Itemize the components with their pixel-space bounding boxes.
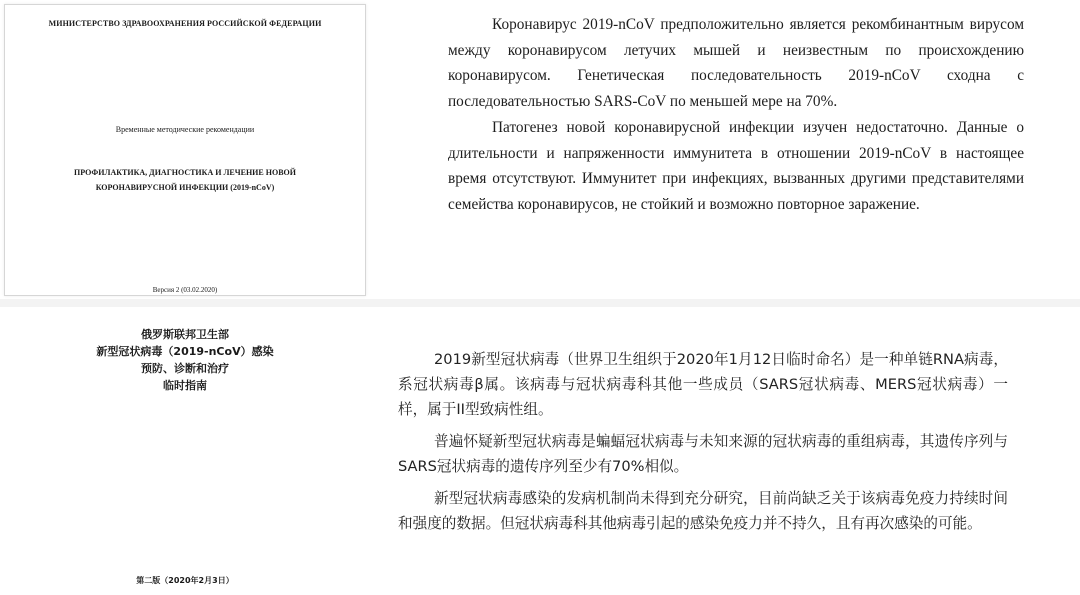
document-title-ru xyxy=(45,165,325,195)
document-title-ru-line1: ПРОФИЛАКТИКА, ДИАГНОСТИКА И ЛЕЧЕНИЕ НОВОЙ xyxy=(74,168,296,177)
guidelines-subtitle-ru: Временные методические рекомендации xyxy=(115,125,255,134)
title-zh-line3: 预防、诊断和治疗 xyxy=(141,362,229,375)
title-zh-line2: 新型冠状病毒（2019-nCoV）感染 xyxy=(96,345,274,358)
chinese-cover-page xyxy=(4,312,366,592)
document-title-zh xyxy=(44,326,326,394)
ministry-heading-ru: МИНИСТЕРСТВО ЗДРАВООХРАНЕНИЯ РОССИЙСКОЙ ФЕДЕРАЦИИ xyxy=(48,19,322,28)
paragraph-zh-1: 2019新型冠状病毒（世界卫生组织于2020年1月12日临时命名）是一种单链RNA病毒，系冠状病毒β属。该病毒与冠状病毒科其他一些成员（SARS冠状病毒、MERS冠状病毒）一样，属于II型致病性组。 xyxy=(398,351,1008,418)
ministry-heading-zh: 俄罗斯联邦卫生部 xyxy=(141,328,229,341)
paragraph-ru-2: Патогенез новой коронавирусной инфекции изучен недостаточно. Данные о длительности и напряженности иммунитета в отношении 2019-nCoV в настоящее время отсутствуют. Иммунитет при инфекциях, вызванных другими представителями семейства коронавирусов, не стойкий и возможно повторное заражение. xyxy=(448,118,1024,213)
russian-cover-page xyxy=(4,4,366,296)
title-zh-line4: 临时指南 xyxy=(163,379,207,392)
paragraph-ru-1: Коронавирус 2019-nCoV предположительно является рекомбинантным вирусом между коронавирусом летучих мышей и неизвестным по происхождению коронавирусом. Генетическая последовательность 2019-nCoV сходна с последовательностью SARS-CoV по меньшей мере на 70%. xyxy=(448,16,1024,111)
chinese-body-text xyxy=(398,347,1008,587)
paragraph-zh-3: 新型冠状病毒感染的发病机制尚未得到充分研究，目前尚缺乏关于该病毒免疫力持续时间和强度的数据。但冠状病毒科其他病毒引起的感染免疫力并不持久，且有再次感染的可能。 xyxy=(398,490,1008,532)
paragraph-zh-2: 普遍怀疑新型冠状病毒是蝙蝠冠状病毒与未知来源的冠状病毒的重组病毒，其遗传序列与SARS冠状病毒的遗传序列至少有70%相似。 xyxy=(398,433,1008,475)
section-divider xyxy=(0,299,1080,307)
russian-body-text xyxy=(448,12,1024,292)
version-label-zh: 第二版（2020年2月3日） xyxy=(136,576,234,585)
document-title-ru-line2: КОРОНАВИРУСНОЙ ИНФЕКЦИИ (2019-nCoV) xyxy=(95,183,275,192)
version-label-ru: Версия 2 (03.02.2020) xyxy=(152,286,218,294)
